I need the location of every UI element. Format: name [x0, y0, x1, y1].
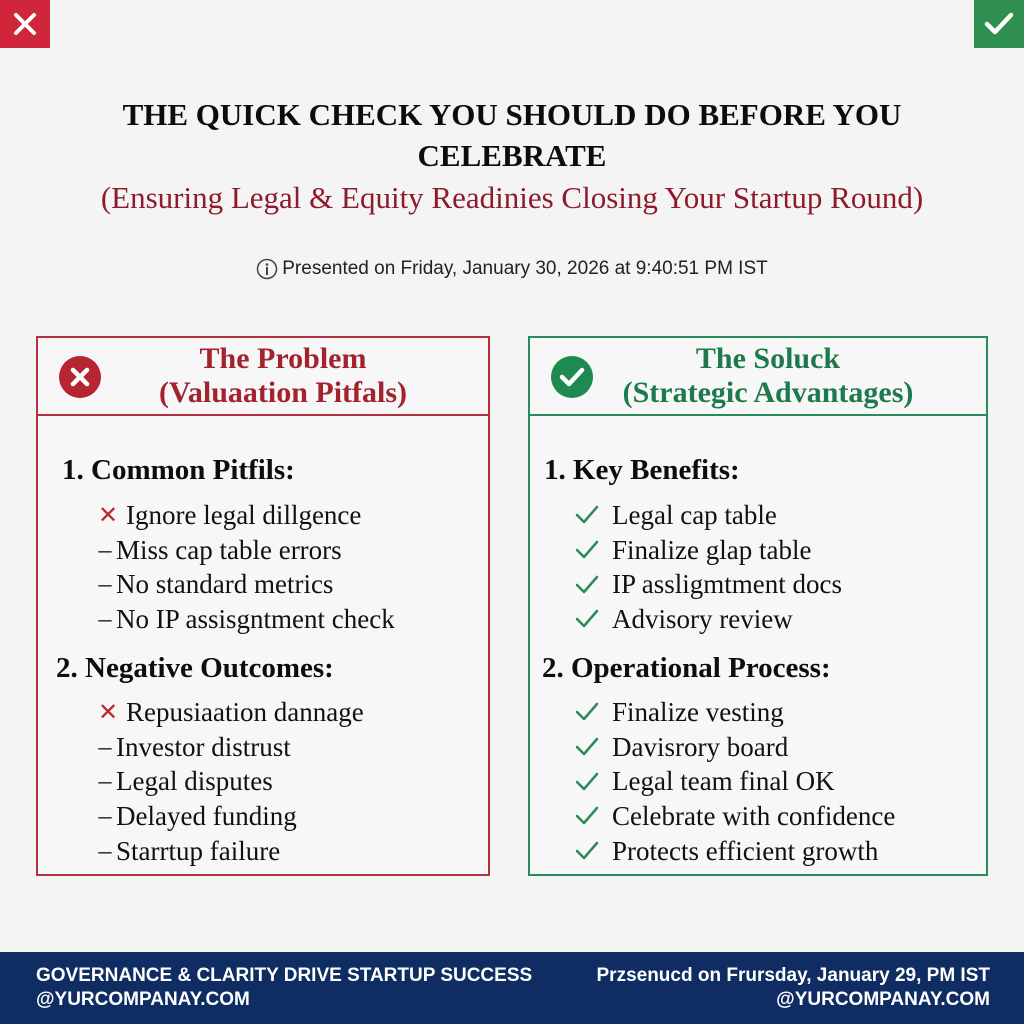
problem-title-line-1: The Problem [199, 342, 367, 375]
check-icon [574, 574, 608, 596]
list-item-text: No IP assisgntment check [116, 604, 395, 635]
checkmark-icon [984, 11, 1014, 37]
list-item-text: Starrtup failure [116, 835, 281, 866]
list-item-text: Delayed funding [116, 801, 297, 832]
check-icon [574, 504, 608, 526]
dash-icon: – [98, 534, 112, 564]
list-item-text: Ignore legal dillgence [126, 500, 362, 530]
page-subtitle: (Ensuring Legal & Equity Readinies Closing Your Startup Round) [100, 180, 924, 215]
dash-icon: – [98, 766, 112, 796]
solution-section-title: 2. Operational Process: [542, 652, 831, 684]
list-item-text: Investor distrust [116, 731, 291, 762]
list-item-text: Repusiaation dannage [126, 697, 364, 727]
footer-tagline: GOVERNANCE & CLARITY DRIVE STARTUP SUCCESS [36, 965, 533, 986]
check-circle-icon [550, 355, 594, 399]
footer-right [597, 964, 991, 1012]
problem-list [96, 498, 395, 637]
dash-icon: – [98, 604, 112, 634]
list-item [574, 799, 895, 834]
list-item [96, 533, 395, 568]
list-item-text: Finalize glap table [612, 534, 812, 565]
problem-section-title: 2. Negative Outcomes: [56, 652, 334, 684]
list-item [574, 730, 895, 765]
list-item [574, 764, 895, 799]
error-circle-icon [58, 355, 102, 399]
list-item-text: Advisory review [612, 604, 793, 635]
dash-icon: – [98, 801, 112, 831]
check-icon [574, 771, 608, 793]
problem-section-title: 1. Common Pitfils: [62, 454, 295, 486]
list-item [574, 602, 842, 637]
list-item [574, 567, 842, 602]
solution-title-line-2: (Strategic Advantages) [622, 376, 914, 409]
presented-date: Presented on Friday, January 30, 2026 at 9:40:51 PM IST [282, 258, 768, 279]
list-item [96, 764, 364, 799]
solution-list [574, 695, 895, 868]
confirm-corner-button[interactable] [974, 0, 1024, 48]
list-item [574, 533, 842, 568]
list-item [574, 834, 895, 869]
footer-website-link[interactable]: @YURCOMPANAY.COM [36, 989, 250, 1010]
solution-section-title: 1. Key Benefits: [544, 454, 740, 486]
list-item-text: Legal cap table [612, 500, 777, 530]
check-icon [574, 840, 608, 862]
footer-banner [0, 952, 1024, 1024]
title-line-1: THE QUICK CHECK YOU SHOULD DO BEFORE YOU [122, 97, 902, 132]
x-mark-icon: ✕ [97, 501, 119, 529]
dash-icon: – [98, 731, 112, 761]
list-item-text: No standard metrics [116, 569, 334, 600]
check-icon [574, 805, 608, 827]
dash-icon: – [98, 835, 112, 865]
solution-title [530, 342, 986, 410]
footer-presented: Przsenucd on Frursday, January 29, PM IST [596, 965, 990, 986]
problem-panel [36, 336, 490, 876]
check-icon [574, 539, 608, 561]
check-icon [574, 701, 608, 723]
page-title [80, 94, 944, 176]
list-item [96, 602, 395, 637]
list-item [96, 799, 364, 834]
close-corner-button[interactable] [0, 0, 50, 48]
list-item [96, 498, 395, 533]
check-icon [574, 608, 608, 630]
footer-website-link[interactable]: @YURCOMPANAY.COM [776, 989, 990, 1010]
footer-left [36, 964, 532, 1012]
problem-title [38, 342, 488, 410]
list-item [96, 730, 364, 765]
list-item-text: IP assligmtment docs [612, 569, 842, 600]
list-item-text: Davisrory board [612, 731, 789, 762]
problem-list [96, 695, 364, 868]
check-icon [574, 736, 608, 758]
title-line-2: CELEBRATE [417, 138, 607, 173]
list-item [96, 695, 364, 730]
list-item-text: Protects efficient growth [612, 835, 879, 866]
list-item-text: Legal disputes [116, 766, 273, 797]
problem-title-line-2: (Valuaation Pitfals) [158, 376, 408, 409]
list-item-text: Finalize vesting [612, 697, 784, 727]
presented-info [0, 258, 1024, 280]
list-item-text: Legal team final OK [612, 766, 835, 797]
solution-title-line-1: The Soluck [695, 342, 841, 375]
list-item-text: Celebrate with confidence [612, 801, 896, 832]
list-item-text: Miss cap table errors [116, 534, 342, 565]
list-item [96, 567, 395, 602]
list-item [96, 834, 364, 869]
solution-panel [528, 336, 988, 876]
dash-icon: – [98, 569, 112, 599]
x-mark-icon: ✕ [97, 698, 119, 726]
solution-header [530, 338, 986, 416]
list-item [574, 695, 895, 730]
info-icon [256, 258, 278, 280]
list-item [574, 498, 842, 533]
problem-header [38, 338, 488, 416]
solution-list [574, 498, 842, 637]
close-icon [12, 11, 38, 37]
